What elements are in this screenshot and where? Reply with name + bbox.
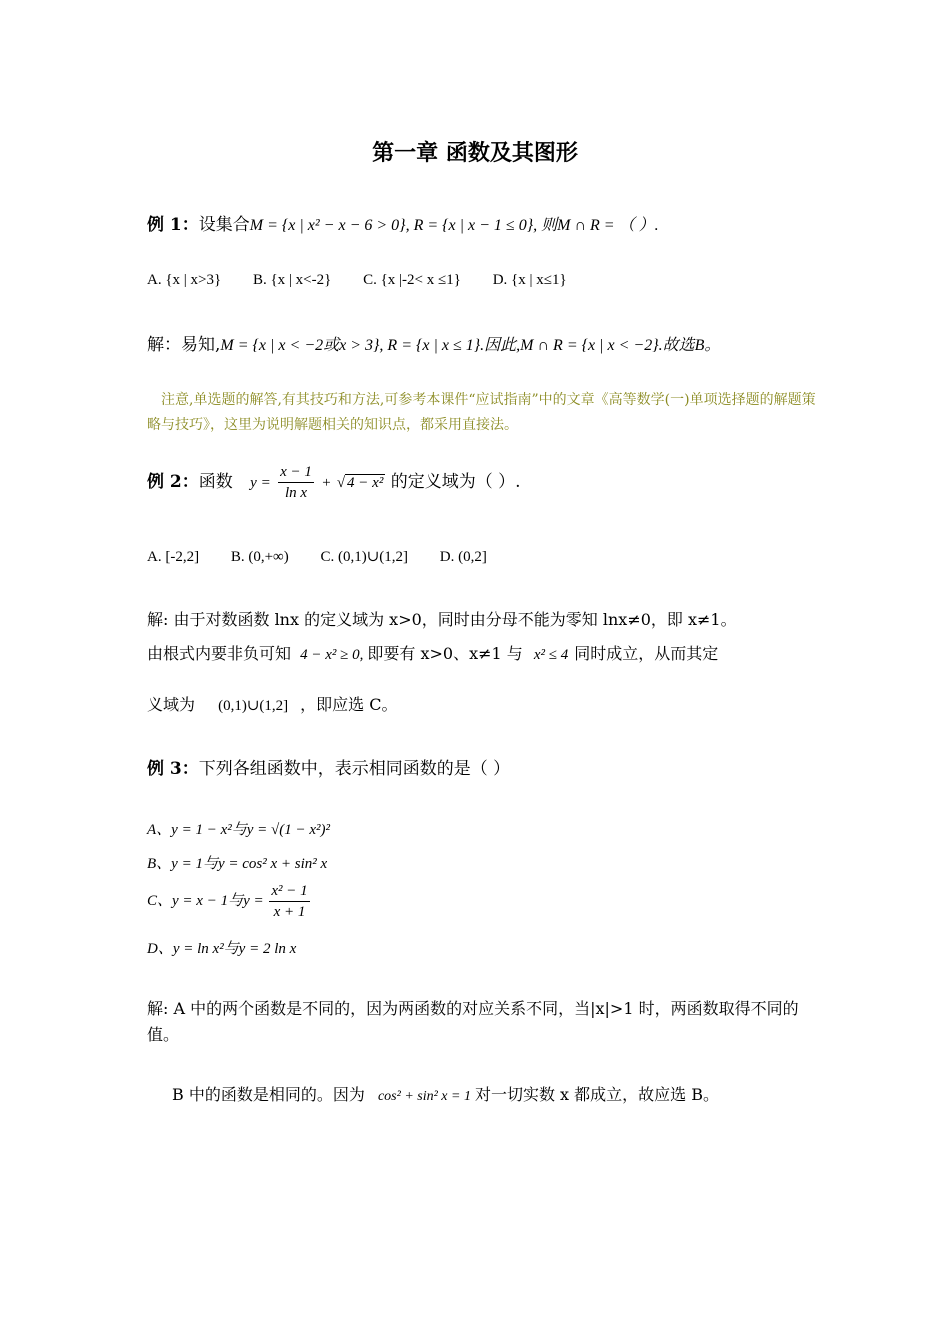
example-1-solution-label: 解：易知, [147,335,221,355]
example-1-solution [147,330,720,355]
example-2-label: 例 2： [147,472,199,492]
example-1-option-d: D. {x | x≤1} [492,272,567,288]
example-2-denominator: ln x [284,485,308,501]
example-1-math: M = {x | x² − x − 6 > 0}, R = {x | x − 1 ≤ 0}, 则M ∩ R = （ ）. [249,217,659,234]
example-2-solution-text-c: 同时成立，从而其定 [574,644,719,663]
example-2-solution-text-d: 义域为 [147,695,196,714]
example-2-fraction [278,462,314,503]
example-1-options [147,272,595,289]
example-2-solution-text-b: 即要有 x>0、x≠1 与 [367,644,523,663]
example-1-option-c: C. {x |-2< x ≤1} [363,272,461,288]
example-2-solution-line-3 [147,692,398,715]
example-2-solution-math-1: 4 − x² ≥ 0, [300,647,364,663]
example-2-option-c: C. (0,1)∪(1,2] [320,549,409,565]
example-1-solution-math: M = {x | x < −2或x > 3}, R = {x | x ≤ 1}.因此,M ∩ R = {x | x < −2}.故选B。 [220,337,721,354]
example-2-option-d: D. (0,2] [439,549,487,565]
example-2-solution-math-2: x² ≤ 4 [533,647,569,663]
example-3-solution-2 [172,1082,719,1105]
example-1-label: 例 1： [147,215,199,235]
example-2-sqrt: 4 − x² [347,475,384,491]
tip-note: 注意,单选题的解答,有其技巧和方法,可参考本课件“应试指南”中的文章《高等数学(一)单项选择题的解题策略与技巧》，这里为说明解题相关的知识点，都采用直接法。 [147,392,816,433]
example-3-option-a: A、y = 1 − x²与y = √(1 − x²)² [147,822,330,838]
example-3-option-c [147,881,312,922]
example-1-option-a: A. {x | x>3} [147,272,222,288]
example-3-option-c-text: C、y = x − 1与y = [147,892,264,909]
example-2-solution-text-e: ，即应选 C。 [300,695,398,714]
example-3-option-c-denominator: x + 1 [273,904,306,920]
example-2-options [147,547,515,566]
example-2-solution-text-a: 由根式内要非负可知 [147,644,292,663]
example-3-option-d: D、y = ln x²与y = 2 ln x [147,941,297,957]
example-3-solution-2-text-b: 对一切实数 x 都成立，故应选 B。 [474,1085,720,1104]
example-2-numerator: x − 1 [278,462,314,483]
example-2-plus: + [321,475,332,491]
example-3-solution-2-text-a: B 中的函数是相同的。因为 [172,1085,365,1104]
example-2-option-b: B. (0,+∞) [230,549,289,565]
example-3-text: 下列各组函数中，表示相同函数的是（ ） [198,759,511,779]
example-2-question: 例 2：函数 y = $\frac{x - 1}{\text{ln x}}$ + √ 4 − x² 的定义域为（ ）. [147,464,521,501]
example-1-question [147,210,659,235]
example-2-y: y = [250,475,271,491]
example-3-option-b: B、y = 1与y = cos² x + sin² x [147,856,328,872]
example-1-option-b: B. {x | x<-2} [252,272,332,288]
example-2-text: 函数 [198,472,233,492]
example-2-solution-math-3: (0,1)∪(1,2] [218,698,289,714]
example-3-question [147,754,510,779]
example-2-after: 的定义域为（ ）. [390,472,521,492]
example-3-option-c-numerator: x² − 1 [269,881,309,902]
example-3-option-c-fraction [269,881,309,922]
example-1-text: 设集合 [198,215,250,235]
example-2-option-a: A. [-2,2] [147,549,200,565]
example-3-solution-2-math: cos² + sin² x = 1 [377,1089,471,1104]
example-2-solution-line-1: 解: 由于对数函数 lnx 的定义域为 x>0，同时由分母不能为零知 lnx≠0，即 x≠1。 [147,610,737,629]
example-3-label: 例 3： [147,759,199,779]
example-2-solution-line-2 [147,641,718,664]
example-3-solution-1: 解: A 中的两个函数是不同的，因为两函数的对应关系不同，当|x|>1 时，两函数取得不同的值。 [147,999,799,1044]
chapter-title: 第一章 函数及其图形 [372,140,578,166]
